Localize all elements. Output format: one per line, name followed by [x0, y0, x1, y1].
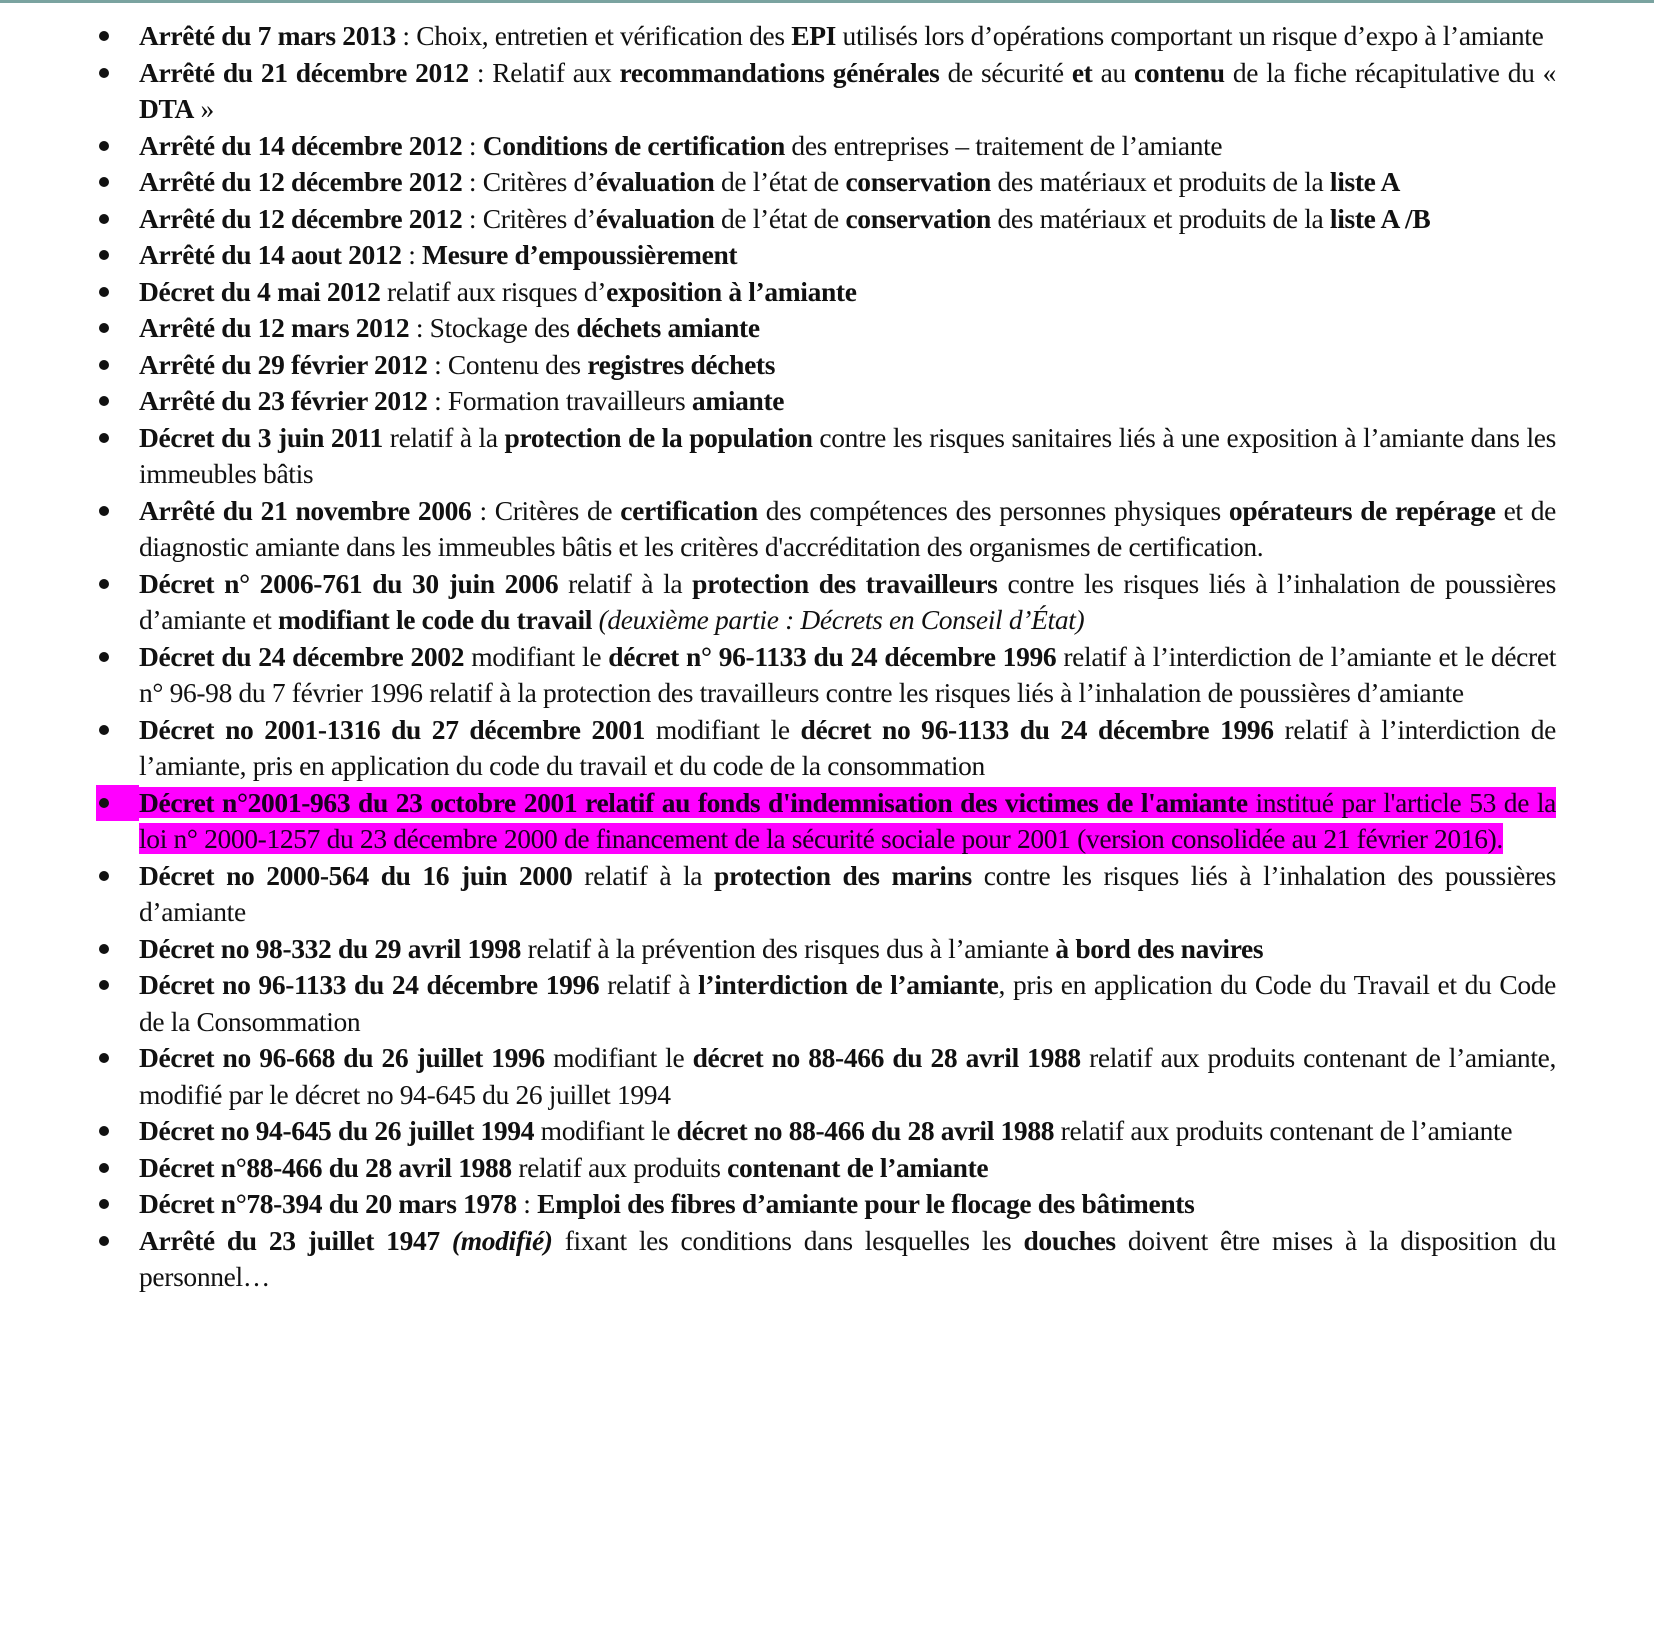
list-item-text [139, 1042, 1556, 1110]
bullet-icon [96, 967, 139, 1004]
bold-text-segment: Arrêté du 21 novembre 2006 [139, 494, 472, 526]
bold-text-segment: Décret du 3 juin 2011 [139, 421, 383, 453]
text-segment: modifiant le [544, 1042, 693, 1073]
bold-text-segment: Décret n°78-394 du 20 mars 1978 [139, 1188, 517, 1219]
text-segment: relatif à la [572, 859, 714, 891]
list-item-text [139, 568, 1556, 636]
bold-text-segment: évaluation [595, 166, 715, 197]
list-item [96, 858, 1556, 931]
bold-text-segment: déchets amiante [576, 312, 760, 343]
list-item-text [139, 312, 760, 343]
list-item-highlighted [96, 785, 1556, 858]
bullet-icon [96, 1040, 139, 1077]
text-segment [440, 1225, 452, 1256]
bold-text-segment: EPI [791, 20, 837, 51]
list-item [96, 383, 1556, 420]
bold-text-segment: Décret n°88-466 du 28 avril 1988 [139, 1151, 512, 1183]
list-item-text [139, 385, 784, 416]
emphasis-text-segment: (deuxième partie : Décrets en Conseil d’État) [592, 604, 1085, 635]
text-segment: institué par l'article 53 de la loi n° 2000-1257 du 23 décembre 2000 de financement de la sécurité sociale pour 2001 (version consolidée au 21 février 2016). [139, 786, 1556, 854]
text-segment: relatif à la [558, 567, 693, 599]
bold-text-segment: Décret no 98-332 du 29 avril 1998 [139, 932, 522, 964]
bullet-icon [96, 128, 139, 165]
text-segment: fixant les conditions dans lesquelles les [552, 1224, 1024, 1256]
text-segment: relatif à l’interdiction de l’amiante, pris en application du code du travail et du code de la consommation [139, 713, 1556, 781]
text-segment: de sécurité [939, 56, 1072, 88]
list-item-text [139, 130, 1222, 161]
text-segment: : Stockage des [409, 312, 577, 343]
list-item [96, 164, 1556, 201]
list-item-text [139, 239, 737, 270]
bullet-icon [96, 383, 139, 420]
bold-text-segment: exposition à l’amiante [606, 275, 857, 307]
bold-text-segment: Arrêté du 12 mars 2012 [139, 312, 410, 343]
text-segment: relatif aux produits contenant de l’amiante, modifié par le décret no 94-645 du 26 juillet 1994 [139, 1042, 1556, 1110]
bullet-icon [96, 55, 139, 92]
list-item-text [139, 20, 1543, 51]
list-item [96, 274, 1556, 311]
bullet-icon [96, 566, 139, 603]
text-segment: des compétences des personnes physiques [757, 494, 1229, 526]
bold-text-segment: l’interdiction de l’amiante [698, 969, 999, 1000]
bullet-icon [96, 858, 139, 895]
list-item [96, 712, 1556, 785]
bold-text-segment: évaluation [595, 202, 715, 234]
list-item [96, 237, 1556, 274]
bold-text-segment: conservation [845, 202, 991, 234]
bullet-icon [96, 1150, 139, 1187]
bullet-icon [96, 237, 139, 274]
text-segment: , pris en application du Code du Travail et du Code de la Consommation [139, 969, 1556, 1037]
text-segment: doivent être mises à la disposition du personnel… [139, 1224, 1556, 1292]
bold-text-segment: et [1071, 56, 1093, 88]
text-segment: relatif à [599, 969, 699, 1000]
bold-text-segment: Décret no 96-1133 du 24 décembre 1996 [139, 969, 600, 1000]
bold-text-segment: amiante [691, 385, 785, 416]
bold-text-segment: Décret du 4 mai 2012 [139, 275, 381, 307]
text-segment: : [516, 1188, 538, 1219]
list-item [96, 931, 1556, 968]
list-item-text [139, 1115, 1512, 1146]
bold-text-segment: décret no 96-1133 du 24 décembre 1996 [800, 713, 1274, 745]
text-segment: : [401, 239, 423, 270]
bullet-icon [96, 1223, 139, 1260]
page-top-rule [0, 0, 1654, 3]
bold-text-segment: Arrêté du 21 décembre 2012 [139, 56, 469, 88]
emphasis-text-segment: (modifié) [451, 1224, 553, 1256]
text-segment: relatif aux produits [511, 1151, 728, 1183]
bold-text-segment: Décret no 2001-1316 du 27 décembre 2001 [139, 713, 646, 745]
text-segment: : Critères d’ [462, 166, 596, 197]
bold-text-segment: contenu [1134, 56, 1225, 88]
text-segment: des matériaux et produits de la [990, 202, 1330, 234]
text-segment: : [462, 129, 483, 161]
text-segment: relatif aux risques d’ [380, 275, 607, 307]
list-item [96, 420, 1556, 493]
text-segment: modifiant le [534, 1115, 677, 1146]
list-item-text [139, 495, 1556, 563]
bullet-icon [96, 1113, 139, 1150]
bold-text-segment: liste A /B [1329, 202, 1431, 234]
list-item-text [139, 203, 1430, 234]
list-item-text [139, 1188, 1194, 1219]
document-page [96, 18, 1556, 1296]
bullet-icon [96, 164, 139, 201]
bold-text-segment: Décret n°2001-963 du 23 octobre 2001 relatif au fonds d'indemnisation des victimes de l'amiante [139, 786, 1248, 818]
bold-text-segment: Décret n° 2006-761 du 30 juin 2006 [139, 567, 559, 599]
bold-text-segment: Conditions de certification [482, 129, 785, 161]
text-segment: : Relatif aux [468, 56, 620, 88]
text-segment: de l’état de [714, 202, 846, 234]
bullet-icon [96, 420, 139, 457]
bold-text-segment: Décret no 2000-564 du 16 juin 2000 [139, 859, 573, 891]
list-item [96, 310, 1556, 347]
bullet-icon [96, 1186, 139, 1223]
bold-text-segment: décret n° 96-1133 du 24 décembre 1996 [608, 640, 1057, 672]
text-segment: relatif à l’interdiction de l’amiante et le décret n° 96-98 du 7 février 1996 relatif à la protection des travailleurs contre les risques liés à l’inhalation de poussières d’amiante [139, 640, 1556, 708]
text-segment: utilisés lors d’opérations comportant un risque d’expo à l’amiante [836, 20, 1544, 51]
text-segment: des matériaux et produits de la [990, 166, 1330, 197]
text-segment: relatif aux produits contenant de l’amiante [1054, 1115, 1513, 1146]
text-segment: de la fiche récapitulative du « [1224, 56, 1557, 88]
text-segment: relatif à la [382, 421, 505, 453]
list-item-text [139, 933, 1263, 964]
text-segment: contre les risques liés à l’inhalation de poussières d’amiante et [139, 567, 1557, 635]
text-segment: : Choix, entretien et vérification des [395, 20, 792, 51]
bold-text-segment: registres déchets [587, 348, 776, 380]
bold-text-segment: douches [1023, 1224, 1116, 1256]
list-item [96, 1186, 1556, 1223]
bold-text-segment: décret no 88-466 du 28 avril 1988 [676, 1115, 1055, 1146]
text-segment: et de diagnostic amiante dans les immeubles bâtis et les critères d'accréditation des organismes de certification. [139, 494, 1556, 562]
bold-text-segment: contenant de l’amiante [727, 1151, 989, 1183]
list-item [96, 18, 1556, 55]
text-segment: modifiant le [464, 640, 609, 672]
text-segment: : Contenu des [427, 348, 588, 380]
bold-text-segment: Décret du 24 décembre 2002 [139, 640, 465, 672]
bullet-icon [96, 18, 139, 55]
bold-text-segment: certification [620, 494, 758, 526]
bold-text-segment: conservation [845, 166, 991, 197]
bold-text-segment: décret no 88-466 du 28 avril 1988 [692, 1042, 1081, 1073]
text-segment: : Critères d’ [462, 202, 596, 234]
bold-text-segment: Décret no 94-645 du 26 juillet 1994 [139, 1115, 535, 1146]
text-segment: contre les risques liés à l’inhalation des poussières d’amiante [139, 859, 1556, 927]
text-segment: modifiant le [645, 713, 801, 745]
list-item-text [139, 1152, 988, 1183]
bold-text-segment: recommandations générales [619, 56, 940, 88]
bold-text-segment: DTA [139, 93, 194, 124]
bold-text-segment: Emploi des fibres d’amiante pour le flocage des bâtiments [537, 1188, 1195, 1219]
bullet-icon [96, 310, 139, 347]
bullet-icon [96, 201, 139, 238]
bullet-icon [96, 785, 139, 822]
bold-text-segment: à bord des navires [1055, 932, 1264, 964]
text-segment: » [193, 93, 214, 124]
text-segment: : Formation travailleurs [427, 385, 692, 416]
bold-text-segment: modifiant le code du travail [278, 604, 593, 635]
bold-text-segment: protection de la population [504, 421, 813, 453]
bold-text-segment: protection des marins [714, 859, 972, 891]
list-item [96, 1113, 1556, 1150]
bullet-icon [96, 712, 139, 749]
text-segment: contre les risques sanitaires liés à une exposition à l’amiante dans les immeubles bâtis [139, 421, 1556, 489]
list-item-text [139, 787, 1556, 855]
bold-text-segment: Arrêté du 23 juillet 1947 [139, 1224, 440, 1256]
list-item [96, 201, 1556, 238]
bold-text-segment: Arrêté du 12 décembre 2012 [139, 202, 463, 234]
list-item [96, 493, 1556, 566]
list-item [96, 1040, 1556, 1113]
bold-text-segment: protection des travailleurs [692, 567, 998, 599]
legal-references-list [96, 18, 1556, 1296]
list-item [96, 566, 1556, 639]
bold-text-segment: Arrêté du 7 mars 2013 [139, 20, 396, 51]
text-segment: relatif à la prévention des risques dus à l’amiante [521, 932, 1056, 964]
list-item [96, 55, 1556, 128]
list-item [96, 128, 1556, 165]
list-item [96, 1150, 1556, 1187]
bold-text-segment: Arrêté du 23 février 2012 [139, 385, 428, 416]
bullet-icon [96, 347, 139, 384]
list-item-text [139, 166, 1400, 197]
list-item [96, 1223, 1556, 1296]
bold-text-segment: liste A [1329, 166, 1401, 197]
list-item-text [139, 276, 857, 307]
bullet-icon [96, 931, 139, 968]
text-segment: au [1092, 56, 1134, 88]
text-segment: de l’état de [714, 166, 846, 197]
text-segment: : Critères de [471, 494, 621, 526]
bold-text-segment: Arrêté du 12 décembre 2012 [139, 166, 463, 197]
list-item-text [139, 349, 775, 380]
list-item-text [139, 641, 1556, 709]
list-item [96, 347, 1556, 384]
bold-text-segment: Arrêté du 14 aout 2012 [139, 239, 402, 270]
list-item-text [139, 714, 1556, 782]
list-item-text [139, 969, 1556, 1037]
bold-text-segment: Mesure d’empoussièrement [422, 239, 738, 270]
text-segment: des entreprises – traitement de l’amiante [784, 129, 1223, 161]
list-item [96, 639, 1556, 712]
bullet-icon [96, 493, 139, 530]
list-item [96, 967, 1556, 1040]
list-item-text [139, 422, 1556, 490]
bold-text-segment: Arrêté du 14 décembre 2012 [139, 129, 463, 161]
list-item-text [139, 1225, 1556, 1293]
bullet-icon [96, 639, 139, 676]
list-item-text [139, 57, 1556, 125]
bold-text-segment: opérateurs de repérage [1228, 494, 1496, 526]
list-item-text [139, 860, 1556, 928]
bullet-icon [96, 274, 139, 311]
bold-text-segment: Arrêté du 29 février 2012 [139, 348, 428, 380]
bold-text-segment: Décret no 96-668 du 26 juillet 1996 [139, 1042, 545, 1073]
